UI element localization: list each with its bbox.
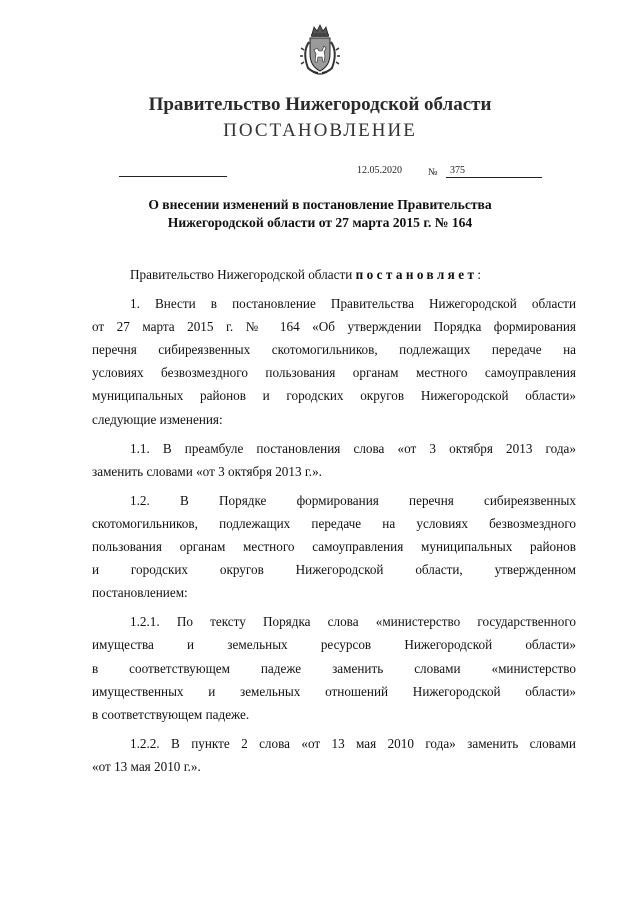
paragraph-line: следующие изменения: xyxy=(92,411,223,427)
paragraph-line: и городских округов Нижегородской области, утвержденном xyxy=(92,562,576,578)
paragraph-line: 1. Внести в постановление Правительства Нижегородской области xyxy=(130,296,576,312)
paragraph-1 xyxy=(92,292,576,431)
document-date: 12.05.2020 xyxy=(357,165,402,176)
paragraph-line: заменить словами «от 3 октября 2013 г.». xyxy=(92,463,322,479)
number-underline xyxy=(446,177,542,178)
paragraph-line: имущества и земельных ресурсов Нижегородской области» xyxy=(92,637,576,653)
organization-title: Правительство Нижегородской области xyxy=(148,94,492,115)
paragraph-line: «от 13 мая 2010 г.». xyxy=(92,758,201,774)
paragraph-line: условиях безвозмездного пользования органам местного самоуправления xyxy=(92,365,576,381)
paragraph-line: постановлением: xyxy=(92,585,188,601)
title-line: О внесении изменений в постановление Правительства xyxy=(148,197,492,212)
intro-verb: постановляет xyxy=(355,267,478,282)
intro-lead: Правительство Нижегородской области xyxy=(130,267,353,282)
document-body xyxy=(92,263,576,784)
paragraph-line: 1.2. В Порядке формирования перечня сибиреязвенных xyxy=(130,492,576,508)
paragraph-1-2-1 xyxy=(92,610,576,725)
coat-of-arms-icon xyxy=(298,24,342,76)
paragraph-line: в соответствующем падеже заменить словами «министерство xyxy=(92,660,576,676)
paragraph-1-2 xyxy=(92,489,576,604)
paragraph-line: 1.2.1. По тексту Порядка слова «министерство государственного xyxy=(130,614,576,630)
number-label: № xyxy=(428,167,438,178)
date-blank-line xyxy=(119,176,227,177)
paragraph-line: 1.1. В преамбуле постановления слова «от 3 октября 2013 года» xyxy=(130,440,576,456)
document-type: ПОСТАНОВЛЕНИЕ xyxy=(223,120,417,141)
paragraph-line: перечня сибиреязвенных скотомогильников, подлежащих передаче на xyxy=(92,342,576,358)
intro-colon: : xyxy=(477,267,482,282)
document-number: 375 xyxy=(450,165,465,176)
paragraph-line: от 27 марта 2015 г. № 164 «Об утверждении Порядка формирования xyxy=(92,319,576,335)
paragraph-line: в соответствующем падеже. xyxy=(92,706,250,722)
intro-paragraph xyxy=(92,263,576,286)
paragraph-line: муниципальных районов и городских округов Нижегородской области» xyxy=(92,388,576,404)
document-title xyxy=(100,196,540,232)
paragraph-line: пользования органам местного самоуправления муниципальных районов xyxy=(92,539,576,555)
title-line: Нижегородской области от 27 марта 2015 г. № 164 xyxy=(167,215,473,230)
paragraph-line: 1.2.2. В пункте 2 слова «от 13 мая 2010 года» заменить словами xyxy=(130,735,576,751)
paragraph-1-2-2 xyxy=(92,732,576,778)
paragraph-line: скотомогильников, подлежащих передаче на условиях безвозмездного xyxy=(92,515,576,531)
paragraph-1-1 xyxy=(92,437,576,483)
paragraph-line: имущественных и земельных отношений Нижегородской области» xyxy=(92,683,576,699)
